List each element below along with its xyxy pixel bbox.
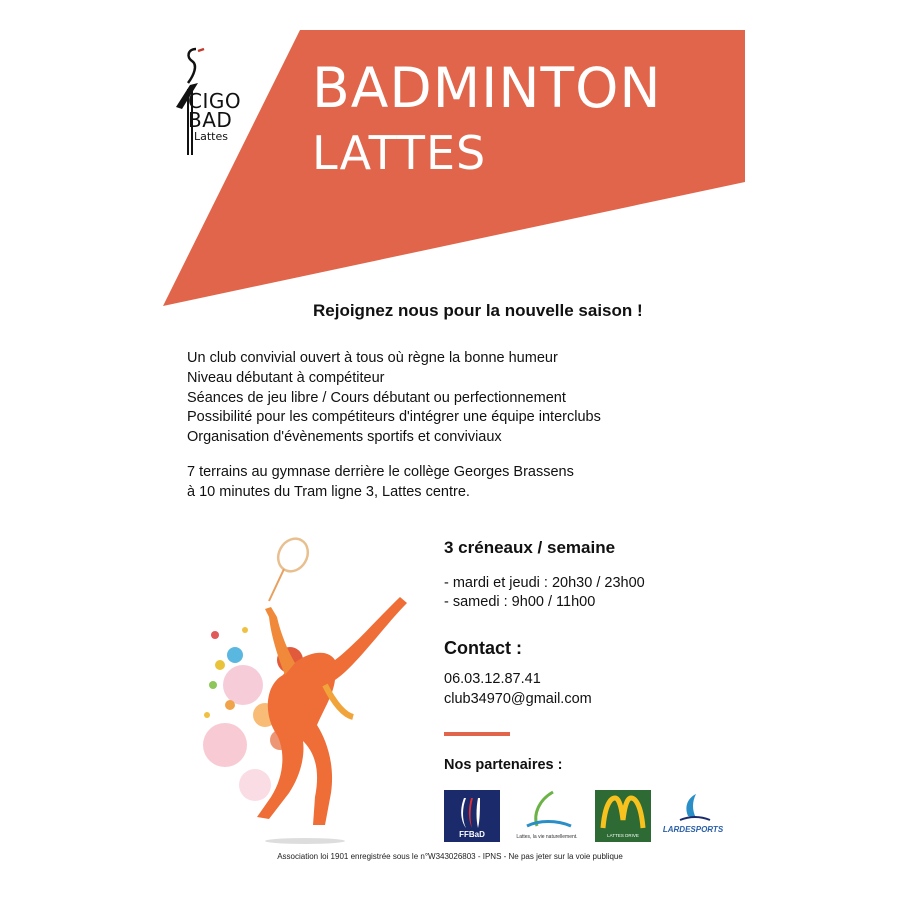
feature-item: Niveau débutant à compétiteur [187, 369, 385, 386]
schedule-line: - mardi et jeudi : 20h30 / 23h00 [444, 575, 645, 591]
footer-text: Association loi 1901 enregistrée sous le n°W343026803 - IPNS - Ne pas jeter sur la voie publique [277, 852, 623, 861]
contact-email: club34970@gmail.com [444, 690, 592, 707]
feature-item: Possibilité pour les compétiteurs d'intégrer une équipe interclubs [187, 409, 601, 426]
tagline: Rejoignez nous pour la nouvelle saison ! [313, 301, 643, 320]
contact-title: Contact : [444, 638, 522, 658]
lattes-label: Lattes, la vie naturellement. [516, 834, 578, 840]
feature-item: Un club convivial ouvert à tous où règne la bonne humeur [187, 350, 558, 366]
mcdonalds-label: LATTES DRIVE [607, 833, 639, 838]
larde-label: LARDESPORTS [662, 825, 724, 834]
feature-item: Organisation d'évènements sportifs et conviviaux [187, 429, 502, 446]
location-text [187, 462, 574, 502]
badminton-player-illustration [185, 535, 425, 845]
lattes-logo [509, 790, 585, 842]
title-line-2: LATTES [312, 126, 487, 180]
club-logo-text [188, 89, 242, 144]
larde-sports-logo [658, 790, 728, 842]
ffbad-logo [444, 790, 500, 842]
feature-item: Séances de jeu libre / Cours débutant ou perfectionnement [187, 389, 566, 406]
contact-phone: 06.03.12.87.41 [444, 671, 541, 687]
title-line-1: BADMINTON [312, 56, 662, 120]
location-line: à 10 minutes du Tram ligne 3, Lattes centre. [187, 484, 470, 500]
schedule-list [444, 574, 645, 612]
schedule-title: 3 créneaux / semaine [444, 538, 616, 557]
logo-line-2: BAD [188, 108, 233, 132]
mcdonalds-logo [595, 790, 651, 842]
partners-title: Nos partenaires : [444, 757, 563, 773]
features-list [187, 349, 601, 448]
schedule-line: - samedi : 9h00 / 11h00 [444, 594, 596, 610]
contact-info [444, 670, 592, 709]
ffbad-label: FFBaD [459, 830, 485, 839]
logo-line-1: CIGO [188, 89, 242, 113]
location-line: 7 terrains au gymnase derrière le collège Georges Brassens [187, 464, 574, 480]
logo-line-3: Lattes [194, 130, 228, 143]
section-divider [444, 732, 510, 736]
